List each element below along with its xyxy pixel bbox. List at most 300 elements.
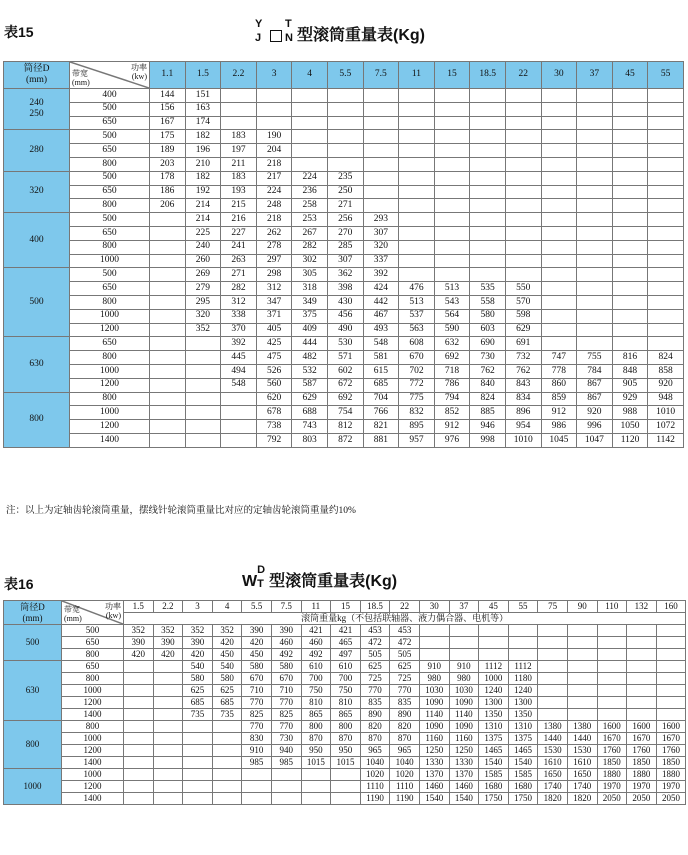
- weight-cell: [434, 102, 470, 116]
- weight-cell: 1142: [648, 433, 684, 447]
- weight-cell: [597, 649, 627, 661]
- weight-cell: 1110: [390, 781, 420, 793]
- weight-cell: 1460: [449, 781, 479, 793]
- weight-cell: [648, 116, 684, 130]
- weight-cell: 1585: [479, 769, 509, 781]
- weight-cell: 392: [363, 268, 399, 282]
- weight-cell: [419, 625, 449, 637]
- weight-cell: [399, 116, 435, 130]
- weight-cell: 598: [505, 309, 541, 323]
- diameter-cell: [4, 268, 70, 337]
- weight-cell: 450: [212, 649, 242, 661]
- weight-cell: 670: [242, 673, 272, 685]
- belt-width-cell: 500: [70, 102, 150, 116]
- weight-cell: [124, 733, 154, 745]
- weight-cell: 1020: [390, 769, 420, 781]
- weight-cell: 1330: [419, 757, 449, 769]
- weight-cell: [577, 171, 613, 185]
- weight-cell: 282: [292, 240, 328, 254]
- weight-cell: 1465: [508, 745, 538, 757]
- weight-cell: [648, 309, 684, 323]
- table-row: [4, 685, 686, 697]
- weight-cell: 409: [292, 323, 328, 337]
- weight-cell: 1850: [656, 757, 686, 769]
- weight-cell: [567, 709, 597, 721]
- weight-cell: 558: [470, 295, 506, 309]
- weight-cell: 625: [360, 661, 390, 673]
- weight-cell: 465: [331, 637, 361, 649]
- weight-cell: [577, 144, 613, 158]
- weight-cell: 629: [505, 323, 541, 337]
- weight-cell: 580: [470, 309, 506, 323]
- weight-cell: [541, 295, 577, 309]
- weight-cell: 285: [327, 240, 363, 254]
- weight-cell: [434, 240, 470, 254]
- weight-cell: [271, 793, 301, 805]
- weight-cell: [541, 309, 577, 323]
- weight-cell: [538, 697, 568, 709]
- weight-cell: 1090: [419, 721, 449, 733]
- weight-cell: 430: [327, 295, 363, 309]
- weight-cell: 870: [331, 733, 361, 745]
- weight-cell: 390: [124, 637, 154, 649]
- weight-cell: [505, 171, 541, 185]
- weight-cell: [153, 781, 183, 793]
- weight-cell: [538, 649, 568, 661]
- weight-cell: 859: [541, 392, 577, 406]
- weight-cell: 307: [327, 254, 363, 268]
- power-header: 15: [331, 601, 361, 613]
- weight-cell: 625: [183, 685, 213, 697]
- weight-cell: 305: [292, 268, 328, 282]
- weight-cell: [399, 89, 435, 103]
- weight-cell: [577, 323, 613, 337]
- weight-cell: 1140: [449, 709, 479, 721]
- weight-cell: [212, 781, 242, 793]
- weight-cell: 996: [577, 420, 613, 434]
- table-row: [4, 185, 684, 199]
- weight-cell: 738: [256, 420, 292, 434]
- weight-cell: 718: [434, 364, 470, 378]
- weight-cell: [648, 268, 684, 282]
- table-row: [4, 337, 684, 351]
- weight-cell: 278: [256, 240, 292, 254]
- weight-cell: 800: [301, 721, 331, 733]
- weight-cell: [185, 337, 221, 351]
- power-header: 18.5: [360, 601, 390, 613]
- belt-width-cell: 1200: [62, 781, 124, 793]
- weight-cell: 1680: [508, 781, 538, 793]
- weight-cell: 770: [271, 721, 301, 733]
- weight-cell: [449, 637, 479, 649]
- weight-cell: 843: [505, 378, 541, 392]
- width-power-header: [62, 601, 124, 625]
- weight-cell: [124, 685, 154, 697]
- weight-cell: 182: [185, 130, 221, 144]
- weight-cell: [434, 89, 470, 103]
- weight-cell: [648, 157, 684, 171]
- weight-cell: 1585: [508, 769, 538, 781]
- power-label: 功率 (kw): [105, 602, 121, 620]
- weight-cell: 830: [242, 733, 272, 745]
- weight-cell: [505, 254, 541, 268]
- weight-cell: 1015: [331, 757, 361, 769]
- weight-cell: 848: [612, 364, 648, 378]
- belt-width-cell: 1400: [62, 709, 124, 721]
- weight-cell: 214: [185, 213, 221, 227]
- weight-cell: [541, 268, 577, 282]
- weight-cell: [449, 649, 479, 661]
- weight-cell: 867: [577, 392, 613, 406]
- weight-cell: 1010: [648, 406, 684, 420]
- weight-cell: [399, 185, 435, 199]
- weight-cell: [597, 697, 627, 709]
- belt-width-cell: 650: [70, 144, 150, 158]
- subheader-cell: 滚筒重量kg（不包括联轴器、液力偶合器、电机等）: [124, 613, 686, 625]
- diameter-header: [4, 601, 62, 625]
- weight-cell: 766: [363, 406, 399, 420]
- weight-cell: 352: [183, 625, 213, 637]
- weight-cell: 1015: [301, 757, 331, 769]
- weight-cell: 678: [256, 406, 292, 420]
- weight-cell: [150, 295, 186, 309]
- weight-cell: 1380: [538, 721, 568, 733]
- weight-cell: [648, 171, 684, 185]
- weight-cell: [185, 378, 221, 392]
- power-header: 11: [301, 601, 331, 613]
- weight-cell: 670: [399, 351, 435, 365]
- weight-cell: [612, 282, 648, 296]
- power-header: 90: [567, 601, 597, 613]
- weight-cell: 460: [301, 637, 331, 649]
- weight-cell: [627, 709, 657, 721]
- weight-cell: [577, 309, 613, 323]
- weight-cell: 1045: [541, 433, 577, 447]
- weight-cell: 260: [185, 254, 221, 268]
- weight-cell: 453: [360, 625, 390, 637]
- diameter-header: [4, 62, 70, 89]
- weight-cell: [505, 102, 541, 116]
- weight-cell: 1090: [449, 721, 479, 733]
- weight-cell: [363, 144, 399, 158]
- weight-cell: [301, 781, 331, 793]
- weight-cell: 1050: [612, 420, 648, 434]
- weight-cell: [597, 637, 627, 649]
- weight-cell: [150, 406, 186, 420]
- weight-cell: 293: [363, 213, 399, 227]
- weight-cell: 215: [221, 199, 257, 213]
- weight-cell: [541, 116, 577, 130]
- table-row: [4, 171, 684, 185]
- weight-cell: 279: [185, 282, 221, 296]
- weight-cell: [434, 116, 470, 130]
- weight-cell: 872: [327, 433, 363, 447]
- weight-cell: 1090: [419, 697, 449, 709]
- weight-cell: [470, 240, 506, 254]
- weight-cell: 1880: [656, 769, 686, 781]
- weight-cell: 337: [363, 254, 399, 268]
- weight-cell: 985: [242, 757, 272, 769]
- table-row: [4, 637, 686, 649]
- weight-cell: [221, 433, 257, 447]
- weight-cell: 318: [292, 282, 328, 296]
- table-row: [4, 661, 686, 673]
- weight-cell: [470, 199, 506, 213]
- weight-cell: [597, 709, 627, 721]
- weight-cell: 730: [271, 733, 301, 745]
- weight-cell: [541, 144, 577, 158]
- weight-cell: [612, 199, 648, 213]
- weight-cell: [541, 102, 577, 116]
- weight-cell: [256, 102, 292, 116]
- weight-cell: 236: [292, 185, 328, 199]
- weight-cell: 548: [363, 337, 399, 351]
- weight-cell: 420: [183, 649, 213, 661]
- weight-cell: 1180: [508, 673, 538, 685]
- weight-cell: [150, 392, 186, 406]
- weight-cell: [538, 637, 568, 649]
- weight-cell: 1540: [419, 793, 449, 805]
- weight-cell: 912: [434, 420, 470, 434]
- weight-cell: [470, 268, 506, 282]
- belt-width-cell: 800: [62, 673, 124, 685]
- power-header: 2.2: [221, 62, 257, 89]
- weight-cell: 442: [363, 295, 399, 309]
- weight-cell: 543: [434, 295, 470, 309]
- weight-cell: 548: [221, 378, 257, 392]
- weight-cell: 940: [271, 745, 301, 757]
- weight-cell: [470, 116, 506, 130]
- header-row: [4, 601, 686, 613]
- diameter-unit: (mm): [22, 612, 43, 623]
- belt-width-cell: 500: [70, 268, 150, 282]
- weight-cell: 1850: [597, 757, 627, 769]
- diameter-value: 240: [29, 98, 44, 109]
- weight-cell: 1540: [508, 757, 538, 769]
- weight-cell: 535: [470, 282, 506, 296]
- width-label: 带宽 (mm): [64, 605, 82, 623]
- weight-cell: 750: [301, 685, 331, 697]
- weight-cell: 178: [150, 171, 186, 185]
- diameter-cell: [4, 89, 70, 130]
- weight-cell: 1530: [567, 745, 597, 757]
- weight-cell: [212, 769, 242, 781]
- weight-cell: [541, 213, 577, 227]
- weight-cell: [124, 673, 154, 685]
- weight-cell: [656, 625, 686, 637]
- weight-cell: 214: [185, 199, 221, 213]
- weight-cell: [150, 364, 186, 378]
- weight-cell: 2050: [656, 793, 686, 805]
- weight-cell: [399, 157, 435, 171]
- belt-width-cell: 500: [62, 625, 124, 637]
- weight-cell: [153, 733, 183, 745]
- weight-cell: 492: [271, 649, 301, 661]
- weight-cell: 1760: [597, 745, 627, 757]
- belt-width-cell: 650: [70, 337, 150, 351]
- weight-cell: 691: [505, 337, 541, 351]
- table-row: [4, 697, 686, 709]
- diameter-value: 800: [29, 414, 44, 425]
- weight-cell: 475: [256, 351, 292, 365]
- power-header: 11: [399, 62, 435, 89]
- weight-cell: [327, 116, 363, 130]
- weight-cell: 608: [399, 337, 435, 351]
- diameter-unit: (mm): [25, 75, 48, 85]
- weight-cell: [183, 733, 213, 745]
- weight-cell: 211: [221, 157, 257, 171]
- table-row: [4, 392, 684, 406]
- belt-width-cell: 500: [70, 213, 150, 227]
- weight-cell: 772: [399, 378, 435, 392]
- weight-cell: 183: [221, 130, 257, 144]
- weight-cell: [434, 226, 470, 240]
- table-row: [4, 709, 686, 721]
- weight-cell: [292, 116, 328, 130]
- belt-width-cell: 650: [70, 282, 150, 296]
- weight-cell: 770: [271, 697, 301, 709]
- belt-width-cell: 800: [62, 649, 124, 661]
- weight-cell: 1880: [627, 769, 657, 781]
- weight-cell: 390: [271, 625, 301, 637]
- weight-cell: [363, 185, 399, 199]
- weight-cell: [419, 649, 449, 661]
- weight-cell: [577, 226, 613, 240]
- belt-width-cell: 650: [70, 116, 150, 130]
- weight-cell: 405: [256, 323, 292, 337]
- weight-cell: [567, 649, 597, 661]
- weight-cell: 167: [150, 116, 186, 130]
- weight-cell: 1600: [656, 721, 686, 733]
- weight-cell: [648, 199, 684, 213]
- weight-cell: [399, 268, 435, 282]
- weight-cell: 362: [327, 268, 363, 282]
- belt-width-cell: 1400: [70, 433, 150, 447]
- weight-cell: [327, 89, 363, 103]
- weight-cell: 965: [360, 745, 390, 757]
- weight-cell: 375: [292, 309, 328, 323]
- weight-cell: 189: [150, 144, 186, 158]
- weight-cell: 163: [185, 102, 221, 116]
- power-header: 160: [656, 601, 686, 613]
- weight-cell: [221, 406, 257, 420]
- belt-width-cell: 650: [70, 185, 150, 199]
- weight-cell: [648, 337, 684, 351]
- diameter-cell: [4, 213, 70, 268]
- weight-cell: 700: [301, 673, 331, 685]
- weight-cell: [183, 793, 213, 805]
- belt-width-cell: 1000: [62, 769, 124, 781]
- weight-cell: 269: [185, 268, 221, 282]
- weight-cell: [242, 781, 272, 793]
- weight-cell: [221, 392, 257, 406]
- belt-width-cell: 800: [70, 392, 150, 406]
- weight-cell: 581: [363, 351, 399, 365]
- power-header: 3: [183, 601, 213, 613]
- belt-width-cell: 1000: [70, 406, 150, 420]
- diameter-cell: 1000: [4, 769, 62, 805]
- weight-cell: [567, 661, 597, 673]
- weight-cell: 537: [399, 309, 435, 323]
- weight-cell: [470, 254, 506, 268]
- weight-cell: 1160: [449, 733, 479, 745]
- weight-cell: 946: [470, 420, 506, 434]
- weight-cell: 352: [185, 323, 221, 337]
- weight-cell: [612, 171, 648, 185]
- table-row: [4, 745, 686, 757]
- weight-cell: [434, 199, 470, 213]
- weight-cell: [185, 406, 221, 420]
- belt-width-cell: 1000: [62, 685, 124, 697]
- weight-cell: 482: [292, 351, 328, 365]
- weight-cell: 870: [301, 733, 331, 745]
- weight-cell: [327, 144, 363, 158]
- weight-cell: [419, 637, 449, 649]
- weight-cell: 513: [399, 295, 435, 309]
- weight-cell: 743: [292, 420, 328, 434]
- weight-cell: 1160: [419, 733, 449, 745]
- weight-cell: [185, 392, 221, 406]
- header-row: [4, 62, 684, 89]
- weight-cell: 1670: [656, 733, 686, 745]
- weight-cell: 420: [153, 649, 183, 661]
- weight-cell: 197: [221, 144, 257, 158]
- weight-cell: 2050: [597, 793, 627, 805]
- weight-cell: [124, 781, 154, 793]
- weight-cell: 832: [399, 406, 435, 420]
- diameter-value: 250: [29, 109, 44, 120]
- weight-cell: 460: [271, 637, 301, 649]
- weight-cell: [363, 199, 399, 213]
- weight-cell: 550: [505, 282, 541, 296]
- weight-cell: 295: [185, 295, 221, 309]
- weight-cell: [331, 769, 361, 781]
- weight-cell: 784: [577, 364, 613, 378]
- weight-cell: 672: [327, 378, 363, 392]
- weight-cell: 1300: [479, 697, 509, 709]
- table-row: [4, 282, 684, 296]
- weight-cell: 810: [301, 697, 331, 709]
- weight-cell: [399, 171, 435, 185]
- weight-cell: 965: [390, 745, 420, 757]
- weight-cell: [505, 213, 541, 227]
- weight-cell: 192: [185, 185, 221, 199]
- weight-cell: 1030: [449, 685, 479, 697]
- weight-cell: 450: [242, 649, 272, 661]
- weight-cell: 421: [301, 625, 331, 637]
- weight-cell: 532: [292, 364, 328, 378]
- weight-cell: [577, 254, 613, 268]
- weight-cell: [612, 102, 648, 116]
- belt-width-cell: 400: [70, 89, 150, 103]
- weight-cell: 456: [327, 309, 363, 323]
- diameter-cell: [4, 392, 70, 447]
- weight-cell: [470, 89, 506, 103]
- table15-number: 表15: [4, 24, 34, 40]
- weight-cell: 371: [256, 309, 292, 323]
- weight-cell: 156: [150, 102, 186, 116]
- weight-cell: [577, 240, 613, 254]
- weight-cell: 472: [390, 637, 420, 649]
- weight-cell: 270: [327, 226, 363, 240]
- weight-cell: 1680: [479, 781, 509, 793]
- weight-cell: [183, 781, 213, 793]
- weight-cell: [612, 240, 648, 254]
- weight-cell: [505, 185, 541, 199]
- weight-cell: 253: [292, 213, 328, 227]
- weight-cell: [434, 130, 470, 144]
- weight-cell: 700: [331, 673, 361, 685]
